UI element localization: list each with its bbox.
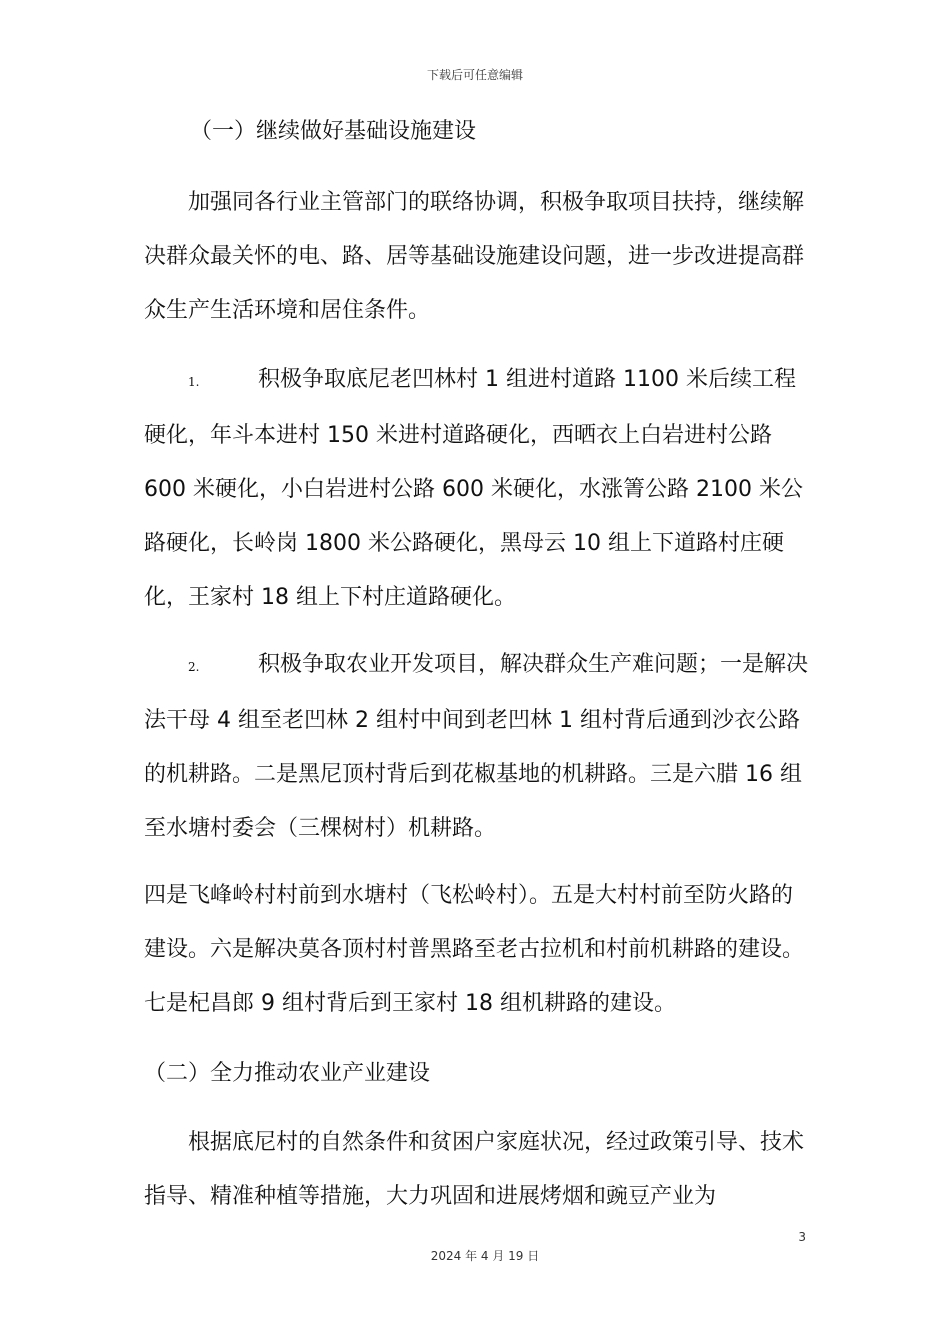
list-item-2 [144,638,808,856]
section-heading: （二）全力推动农业产业建设 [144,1061,431,1086]
paragraph [144,638,808,856]
footer-date: 2024 年 4 月 19 日 [430,1249,540,1263]
section1-intro-block [144,176,808,338]
list-number: 2. [188,660,200,674]
list-item-text: 积极争取农业开发项目，解决群众生产难问题；一是解决法干母 4 组至老凹林 2 组村中间到老凹林 1 组村背后通到沙衣公路的机耕路。二是黑尼顶村背后到花椒基地的机耕路。三是六腊 16 组至水塘村委会（三棵树村）机耕路。 [144,652,809,841]
page-header: 下载后可任意编辑 [426,68,523,82]
section-heading: （一）继续做好基础设施建设 [190,119,477,144]
paragraph: 加强同各行业主管部门的联络协调，积极争取项目扶持，继续解决群众最关怀的电、路、居等基础设施建设问题，进一步改进提高群众生产生活环境和居住条件。 [144,190,805,323]
section1-heading-block [190,117,810,147]
paragraph: 根据底尼村的自然条件和贫困户家庭状况，经过政策引导、技术指导、精准种植等措施，大力巩固和进展烤烟和豌豆产业为 [144,1130,805,1209]
page-number: 3 [798,1230,806,1244]
list-item-text: 积极争取底尼老凹林村 1 组进村道路 1100 米后续工程硬化，年斗本进村 150 米进村道路硬化，西晒衣上白岩进村公路 600 米硬化，小白岩进村公路 600 米硬化，水涨箐公路 2100 米公路硬化，长岭岗 1800 米公路硬化，黑母云 10 组上下道路村庄硬化，王家村 18 组上下村庄道路硬化。 [144,367,803,610]
section2-intro-block [144,1116,808,1224]
section2-heading-block [144,1059,808,1089]
paragraph: 四是飞峰岭村村前到水塘村（飞松岭村）。五是大村村前至防火路的建设。六是解决莫各顶村村普黑路至老古拉机和村前机耕路的建设。七是杞昌郎 9 组村背后到王家村 18 组机耕路的建设。 [144,883,805,1016]
paragraph [144,353,808,625]
list-item-1 [144,353,808,625]
list-number: 1. [188,375,200,389]
continuation-block [144,869,808,1031]
